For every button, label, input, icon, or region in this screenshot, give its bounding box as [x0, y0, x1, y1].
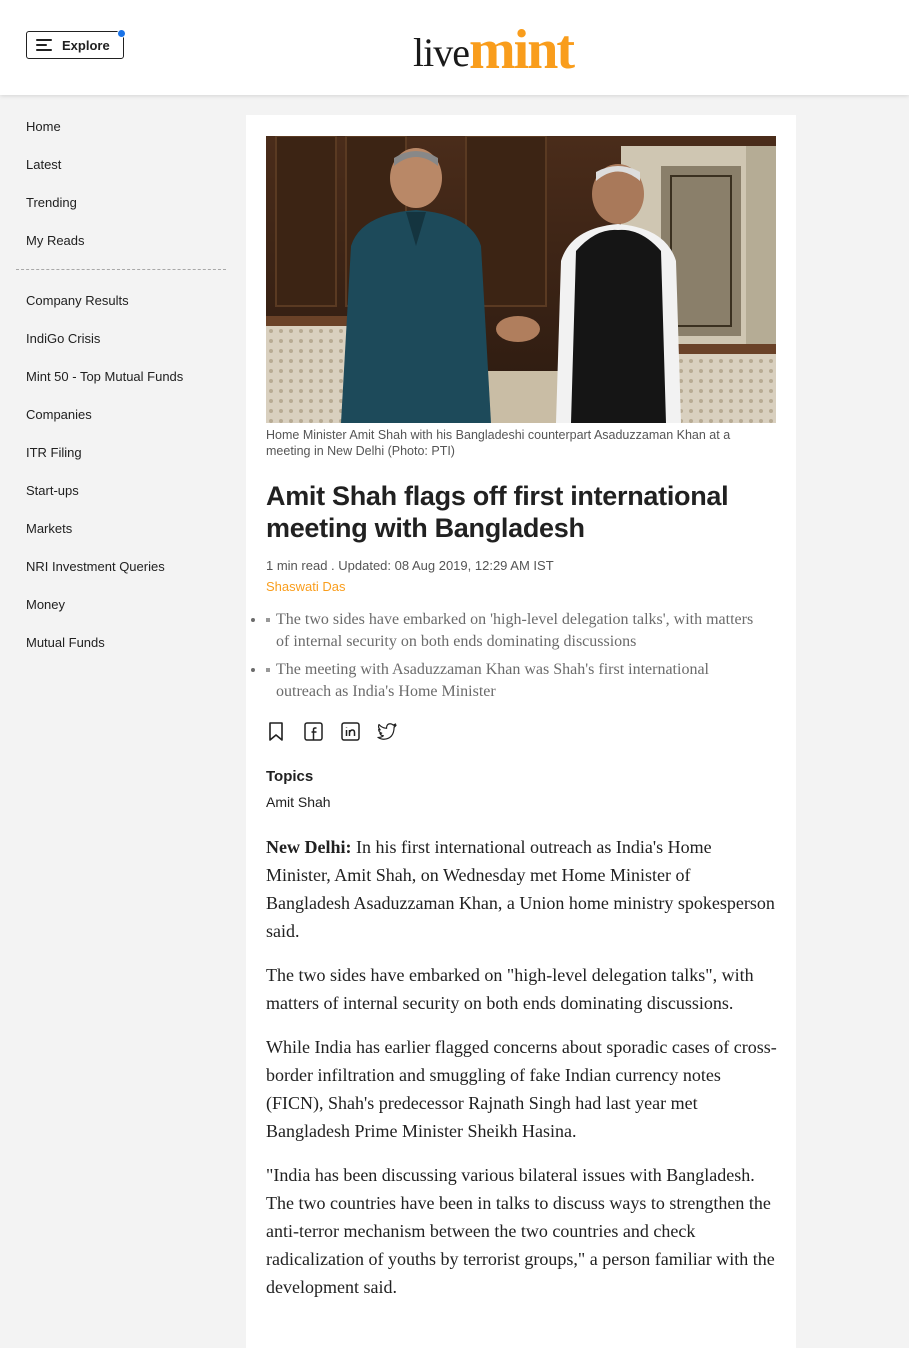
- bookmark-icon[interactable]: [266, 721, 286, 741]
- article-meta: 1 min read . Updated: 08 Aug 2019, 12:29 AM IST: [266, 558, 554, 573]
- article-paragraph: "India has been discussing various bilateral issues with Bangladesh. The two countries have been in talks to discuss ways to strengthen the anti-terror mechanism between the two countries and check radicalization of youths by terrorist groups," a person familiar with the development said.: [266, 1165, 775, 1297]
- sidebar-item-trending[interactable]: Trending: [26, 195, 77, 210]
- sidebar-item-markets[interactable]: Markets: [26, 521, 73, 536]
- dateline: New Delhi:: [266, 837, 352, 857]
- livemint-logo[interactable]: [413, 14, 573, 81]
- sidebar-nav: [16, 108, 226, 662]
- linkedin-icon[interactable]: [340, 721, 360, 741]
- article-card: [246, 115, 796, 1348]
- topic-link-amit-shah[interactable]: Amit Shah: [266, 794, 331, 810]
- sidebar-item-mutual-funds[interactable]: Mutual Funds: [26, 635, 105, 650]
- share-bar: [266, 721, 414, 741]
- twitter-icon[interactable]: [377, 721, 397, 741]
- site-header: [0, 0, 909, 95]
- topics-heading: Topics: [266, 768, 314, 785]
- sidebar-item-home[interactable]: Home: [26, 119, 61, 134]
- logo-live-text: live: [413, 30, 469, 75]
- author-link[interactable]: Shaswati Das: [266, 579, 346, 594]
- article-paragraph: The two sides have embarked on "high-level delegation talks", with matters of internal security on both ends dominating discussions.: [266, 965, 754, 1013]
- sidebar-item-my-reads[interactable]: My Reads: [26, 233, 85, 248]
- article-paragraph: [266, 833, 778, 945]
- sidebar-item-nri-investment[interactable]: NRI Investment Queries: [26, 559, 165, 574]
- summary-item: • The meeting with Asaduzzaman Khan was Shah's first international outreach as India's Home Minister: [266, 659, 766, 703]
- article-body: [266, 833, 778, 1317]
- summary-item: • The two sides have embarked on 'high-level delegation talks', with matters of internal security on both ends dominating discussions: [266, 609, 766, 653]
- sidebar-item-money[interactable]: Money: [26, 597, 66, 612]
- article-summary: [266, 609, 766, 709]
- facebook-icon[interactable]: [303, 721, 323, 741]
- logo-mint-text: mint: [468, 19, 573, 81]
- sidebar-item-companies[interactable]: Companies: [26, 407, 92, 422]
- sidebar-item-latest[interactable]: Latest: [26, 157, 62, 172]
- article-headline: Amit Shah flags off first international meeting with Bangladesh: [266, 481, 729, 543]
- sidebar-item-indigo-crisis[interactable]: IndiGo Crisis: [26, 331, 101, 346]
- hero-photo-illustration: [266, 136, 776, 423]
- image-caption: Home Minister Amit Shah with his Bangladeshi counterpart Asaduzzaman Khan at a meeting in New Delhi (Photo: PTI): [266, 428, 731, 458]
- sidebar-item-company-results[interactable]: Company Results: [26, 293, 129, 308]
- sidebar-item-mint-50[interactable]: Mint 50 - Top Mutual Funds: [26, 369, 184, 384]
- sidebar-item-itr-filing[interactable]: ITR Filing: [26, 445, 82, 460]
- notification-dot: [117, 29, 126, 38]
- explore-button[interactable]: [26, 31, 124, 59]
- sidebar-divider: [16, 269, 226, 270]
- paragraph-text: In his first international outreach as India's Home Minister, Amit Shah, on Wednesday met Home Minister of Bangladesh Asaduzzaman Khan, a Union home ministry spokesperson said.: [266, 837, 775, 941]
- explore-label: Explore: [62, 37, 110, 53]
- sidebar-item-start-ups[interactable]: Start-ups: [26, 483, 79, 498]
- hamburger-menu-icon: [36, 39, 52, 51]
- article-paragraph: While India has earlier flagged concerns about sporadic cases of cross-border infiltration and smuggling of fake Indian currency notes (FICN), Shah's predecessor Rajnath Singh had last year met Bangladesh Prime Minister Sheikh Hasina.: [266, 1037, 777, 1141]
- article-hero-image[interactable]: [266, 136, 776, 423]
